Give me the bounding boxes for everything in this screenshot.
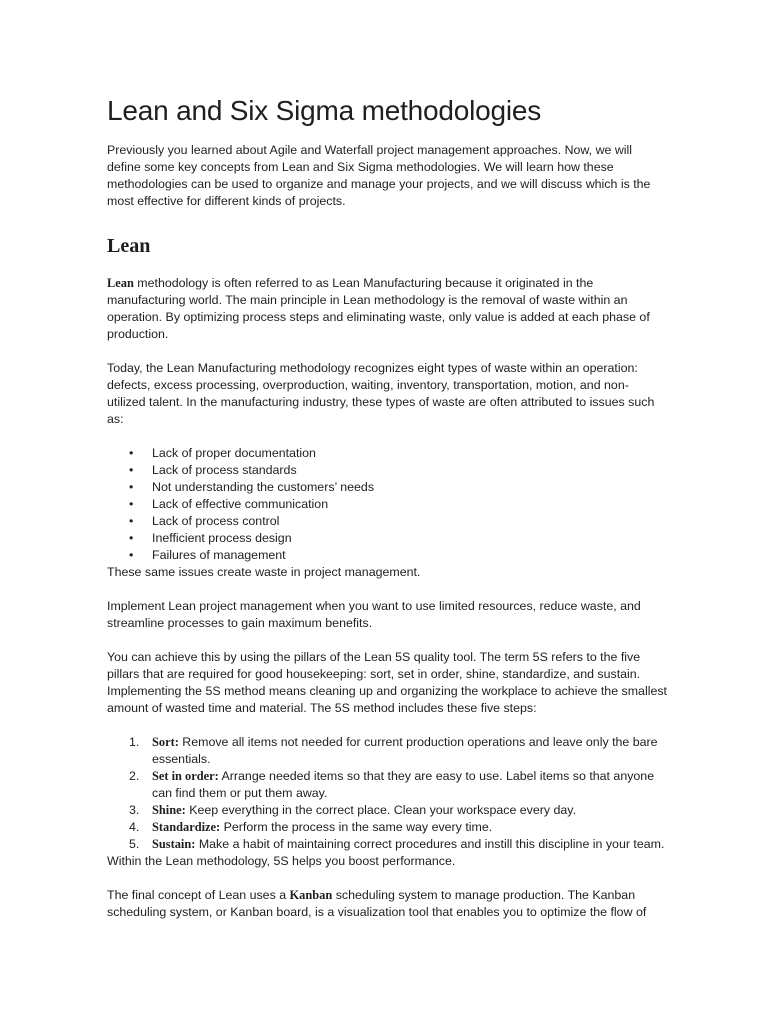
list-item — [107, 802, 667, 819]
implement-lean-paragraph: Implement Lean project management when you want to use limited resources, reduce waste, and streamline processes to gain maximum benefits. — [107, 599, 641, 630]
intro-paragraph: Previously you learned about Agile and Waterfall project management approaches. Now, we will define some key concepts from Lean and Six Sigma methodologies. We will learn how these methodologies can be used to organize and manage your projects, and we will discuss which is the most effective for different kinds of projects. — [107, 143, 651, 208]
five-s-paragraph: You can achieve this by using the pillars of the Lean 5S quality tool. The term 5S refers to the five pillars that are required for good housekeeping: sort, set in order, shine, standardize, and sustain. Implementing the 5S method means cleaning up and organizing the workplace to achieve the smallest amount of wasted time and material. The 5S method includes these five steps: — [107, 650, 667, 715]
step-number: 2. — [129, 769, 140, 783]
list-item: • Lack of effective communication — [129, 497, 329, 511]
step-text: Make a habit of maintaining correct procedures and instill this discipline in your team. — [195, 837, 665, 851]
bullet-icon: • — [129, 480, 134, 494]
waste-types-paragraph: Today, the Lean Manufacturing methodology recognizes eight types of waste within an operation: defects, excess processing, overproduction, waiting, inventory, transportation, motion, and non-utilized talent. In the manufacturing industry, these types of waste are often attributed to issues such as: — [107, 361, 655, 426]
list-item: • Lack of proper documentation — [129, 446, 316, 460]
list-item — [107, 819, 667, 836]
step-number: 1. — [129, 735, 140, 749]
step-term: Sustain: — [152, 837, 196, 851]
step-number: 3. — [129, 803, 140, 817]
list-item: • Not understanding the customers’ needs — [129, 480, 375, 494]
step-term: Shine: — [152, 803, 186, 817]
step-term: Sort: — [152, 735, 179, 749]
step-number: 4. — [129, 820, 140, 834]
list-item: • Inefficient process design — [129, 531, 292, 545]
list-item: • Lack of process standards — [129, 463, 297, 477]
step-text: Remove all items not needed for current production operations and leave only the bare essentials. — [152, 735, 658, 766]
five-s-summary-paragraph: Within the Lean methodology, 5S helps you boost performance. — [107, 854, 456, 868]
bullet-icon: • — [129, 446, 134, 460]
step-term: Set in order: — [152, 769, 219, 783]
step-text: Arrange needed items so that they are easy to use. Label items so that anyone can find them or put them away. — [152, 769, 655, 800]
bullet-icon: • — [129, 463, 134, 477]
step-text: Perform the process in the same way every time. — [220, 820, 493, 834]
five-s-steps-list — [107, 734, 667, 853]
section-heading-lean: Lean — [107, 235, 151, 257]
issues-summary-paragraph: These same issues create waste in project management. — [107, 565, 421, 579]
lean-definition-paragraph — [107, 275, 667, 343]
list-item: • Failures of management — [129, 548, 286, 562]
step-number: 5. — [129, 837, 140, 851]
bullet-icon: • — [129, 497, 134, 511]
bullet-icon: • — [129, 531, 134, 545]
page-title: Lean and Six Sigma methodologies — [107, 95, 542, 126]
kanban-term: Kanban — [289, 888, 333, 902]
issues-list — [107, 445, 667, 564]
lean-definition-text: methodology is often referred to as Lean Manufacturing because it originated in the manufacturing world. The main principle in Lean methodology is the removal of waste within an operation. By optimizing process steps and eliminating waste, only value is added at each phase of production. — [107, 276, 650, 341]
lean-term: Lean — [107, 276, 134, 290]
kanban-paragraph: The final concept of Lean uses a Kanban scheduling system to manage production. The Kanban scheduling system, or Kanban board, is a visualization tool that enables you to optimize the flow of — [107, 888, 647, 919]
step-term: Standardize: — [152, 820, 221, 834]
list-item — [107, 836, 667, 853]
list-item — [107, 734, 667, 768]
bullet-icon: • — [129, 514, 134, 528]
list-item — [107, 768, 667, 802]
list-item: • Lack of process control — [129, 514, 280, 528]
document-page — [107, 93, 667, 921]
bullet-icon: • — [129, 548, 134, 562]
step-text: Keep everything in the correct place. Clean your workspace every day. — [185, 803, 577, 817]
